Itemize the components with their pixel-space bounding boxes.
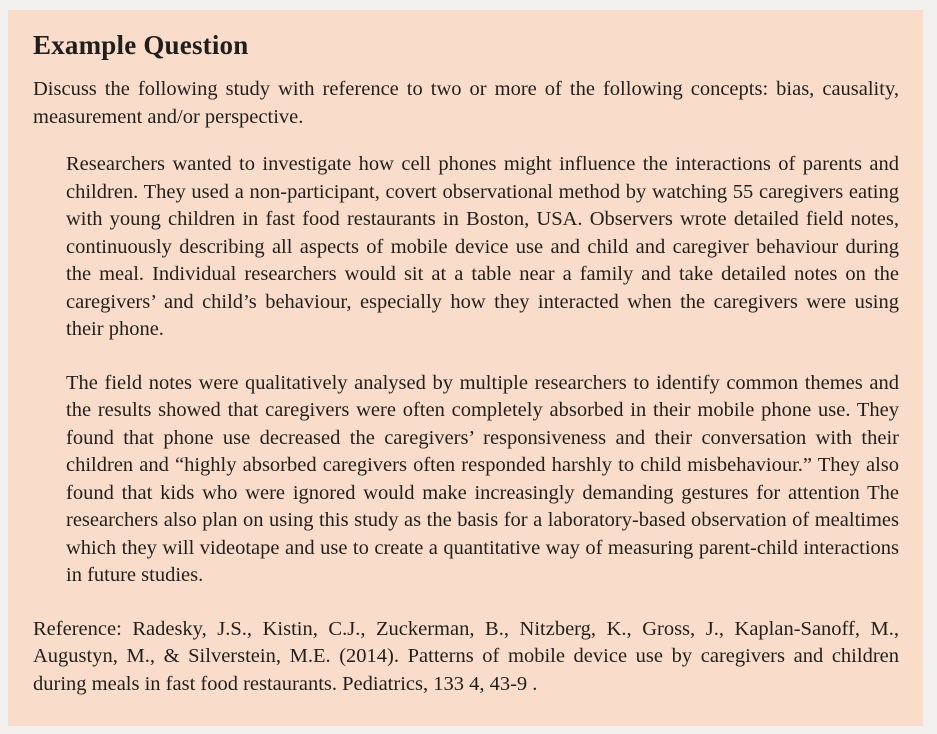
- study-paragraph-1: Researchers wanted to investigate how cell phones might influence the interactions of parents and children. They used a non-participant, covert observational method by watching 55 caregivers eating with young children in fast food restaurants in Boston, USA. Observers wrote detailed field notes, continuously describing all aspects of mobile device use and child and caregiver behaviour during the meal. Individual researchers would sit at a table near a family and take detailed notes on the caregivers’ and child’s behaviour, especially how they interacted when the caregivers were using their phone.: [66, 153, 899, 340]
- example-question-panel: [8, 10, 923, 726]
- panel-heading: Example Question: [33, 30, 249, 60]
- reference-citation: Reference: Radesky, J.S., Kistin, C.J., Zuckerman, B., Nitzberg, K., Gross, J., Kaplan-Sanoff, M., Augustyn, M., & Silverstein, M.E. (2014). Patterns of mobile device use by caregivers and children during meals in fast food restaurants. Pediatrics, 133 4, 43-9 .: [33, 617, 899, 695]
- question-prompt: Discuss the following study with reference to two or more of the following concepts: bias, causality, measurement and/or perspective.: [33, 78, 899, 128]
- study-paragraph-2: The field notes were qualitatively analysed by multiple researchers to identify common themes and the results showed that caregivers were often completely absorbed in their mobile phone use. They found that phone use decreased the caregivers’ responsiveness and their conversation with their children and “highly absorbed caregivers often responded harshly to child misbehaviour.” They also found that kids who were ignored would make increasingly demanding gestures for attention The researchers also plan on using this study as the basis for a laboratory-based observation of mealtimes which they will videotape and use to create a quantitative way of measuring parent-child interactions in future studies.: [66, 371, 899, 586]
